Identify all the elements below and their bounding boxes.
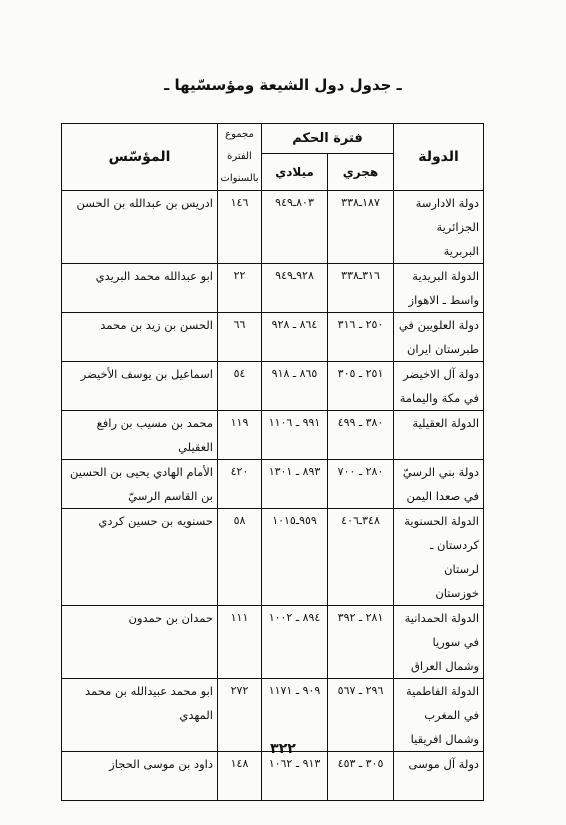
total-cell: ٥٤ (218, 362, 262, 411)
table-row (62, 264, 484, 313)
total-cell: ٦٦ (218, 313, 262, 362)
header-period: فترة الحكم (262, 124, 394, 154)
total-cell: ١١١ (218, 606, 262, 679)
hijri-cell: ٣١٦ـ٣٣٨ (328, 264, 394, 313)
total-cell: ١١٩ (218, 411, 262, 460)
total-cell: ٥٨ (218, 509, 262, 606)
gregorian-cell: ٩١٣ ـ ١٠٦٢ (262, 752, 328, 801)
state-cell: الدولة العقيلية (394, 411, 484, 460)
state-cell: الدولة الحسنوية كردستان ـ لرستان خوزستان (394, 509, 484, 606)
total-cell: ٢٧٢ (218, 679, 262, 752)
gregorian-cell: ٨٩٤ ـ ١٠٠٢ (262, 606, 328, 679)
table-row (62, 362, 484, 411)
state-cell: الدولة البريدية واسط ـ الاهواز (394, 264, 484, 313)
total-cell: ١٤٦ (218, 191, 262, 264)
header-hijri: هجري (328, 153, 394, 190)
founder-cell: داود بن موسى الحجاز (62, 752, 218, 801)
state-cell: دولة آل الاخيضر في مكة واليمامة (394, 362, 484, 411)
state-cell: دولة الادارسة الجزائرية البربرية (394, 191, 484, 264)
table-row (62, 313, 484, 362)
founder-cell: ابو محمد عبيدالله بن محمد المهدي (62, 679, 218, 752)
table-row (62, 460, 484, 509)
state-cell: دولة العلويين في طبرستان ايران (394, 313, 484, 362)
gregorian-cell: ٩٩١ ـ ١١٠٦ (262, 411, 328, 460)
hijri-cell: ٣٠٥ ـ ٤٥٣ (328, 752, 394, 801)
gregorian-cell: ٨٦٤ ـ ٩٢٨ (262, 313, 328, 362)
founder-cell: ابو عبدالله محمد البريدي (62, 264, 218, 313)
hijri-cell: ٢٨١ ـ ٣٩٢ (328, 606, 394, 679)
hijri-cell: ٣٤٨ـ٤٠٦ (328, 509, 394, 606)
table-row (62, 752, 484, 801)
founder-cell: الأمام الهادي يحيى بن الحسين بن القاسم الرسيّ (62, 460, 218, 509)
hijri-cell: ٣٨٠ ـ ٤٩٩ (328, 411, 394, 460)
gregorian-cell: ٩٠٩ ـ ١١٧١ (262, 679, 328, 752)
state-cell: دولة آل موسى (394, 752, 484, 801)
hijri-cell: ١٨٧ـ٣٣٨ (328, 191, 394, 264)
header-state: الدولة (394, 124, 484, 191)
founder-cell: محمد بن مسيب بن رافع العقيلي (62, 411, 218, 460)
hijri-cell: ٢٩٦ ـ ٥٦٧ (328, 679, 394, 752)
header-gregorian: ميلادي (262, 153, 328, 190)
founder-cell: حمدان بن حمدون (62, 606, 218, 679)
table-row (62, 606, 484, 679)
founder-cell: اسماعيل بن يوسف الأخيضر (62, 362, 218, 411)
founder-cell: ادريس بن عبدالله بن الحسن (62, 191, 218, 264)
page-number: ٣٢٢ (270, 741, 296, 757)
gregorian-cell: ٩٢٨ـ٩٤٩ (262, 264, 328, 313)
header-founder: المؤسّس (62, 124, 218, 191)
shia-states-table (61, 123, 484, 801)
gregorian-cell: ٨٦٥ ـ ٩١٨ (262, 362, 328, 411)
founder-cell: حسنويه بن حسين كردي (62, 509, 218, 606)
table-row (62, 509, 484, 606)
hijri-cell: ٢٥٠ ـ ٣١٦ (328, 313, 394, 362)
table-row (62, 411, 484, 460)
state-cell: الدولة الحمدانية في سوريا وشمال العراق (394, 606, 484, 679)
hijri-cell: ٢٥١ ـ ٣٠٥ (328, 362, 394, 411)
header-total: مجموع الفترة بالسنوات (218, 124, 262, 191)
table-row (62, 191, 484, 264)
founder-cell: الحسن بن زيد بن محمد (62, 313, 218, 362)
state-cell: دولة بني الرسيّ في صعدا اليمن (394, 460, 484, 509)
hijri-cell: ٢٨٠ ـ ٧٠٠ (328, 460, 394, 509)
total-cell: ٢٢ (218, 264, 262, 313)
state-cell: الدولة الفاطمية في المغرب وشمال افريقيا (394, 679, 484, 752)
total-cell: ٤٢٠ (218, 460, 262, 509)
gregorian-cell: ٨٠٣ـ٩٤٩ (262, 191, 328, 264)
gregorian-cell: ٩٥٩ـ١٠١٥ (262, 509, 328, 606)
gregorian-cell: ٨٩٣ ـ ١٣٠١ (262, 460, 328, 509)
page-title: ـ جدول دول الشيعة ومؤسسّيها ـ (164, 76, 402, 94)
total-cell: ١٤٨ (218, 752, 262, 801)
